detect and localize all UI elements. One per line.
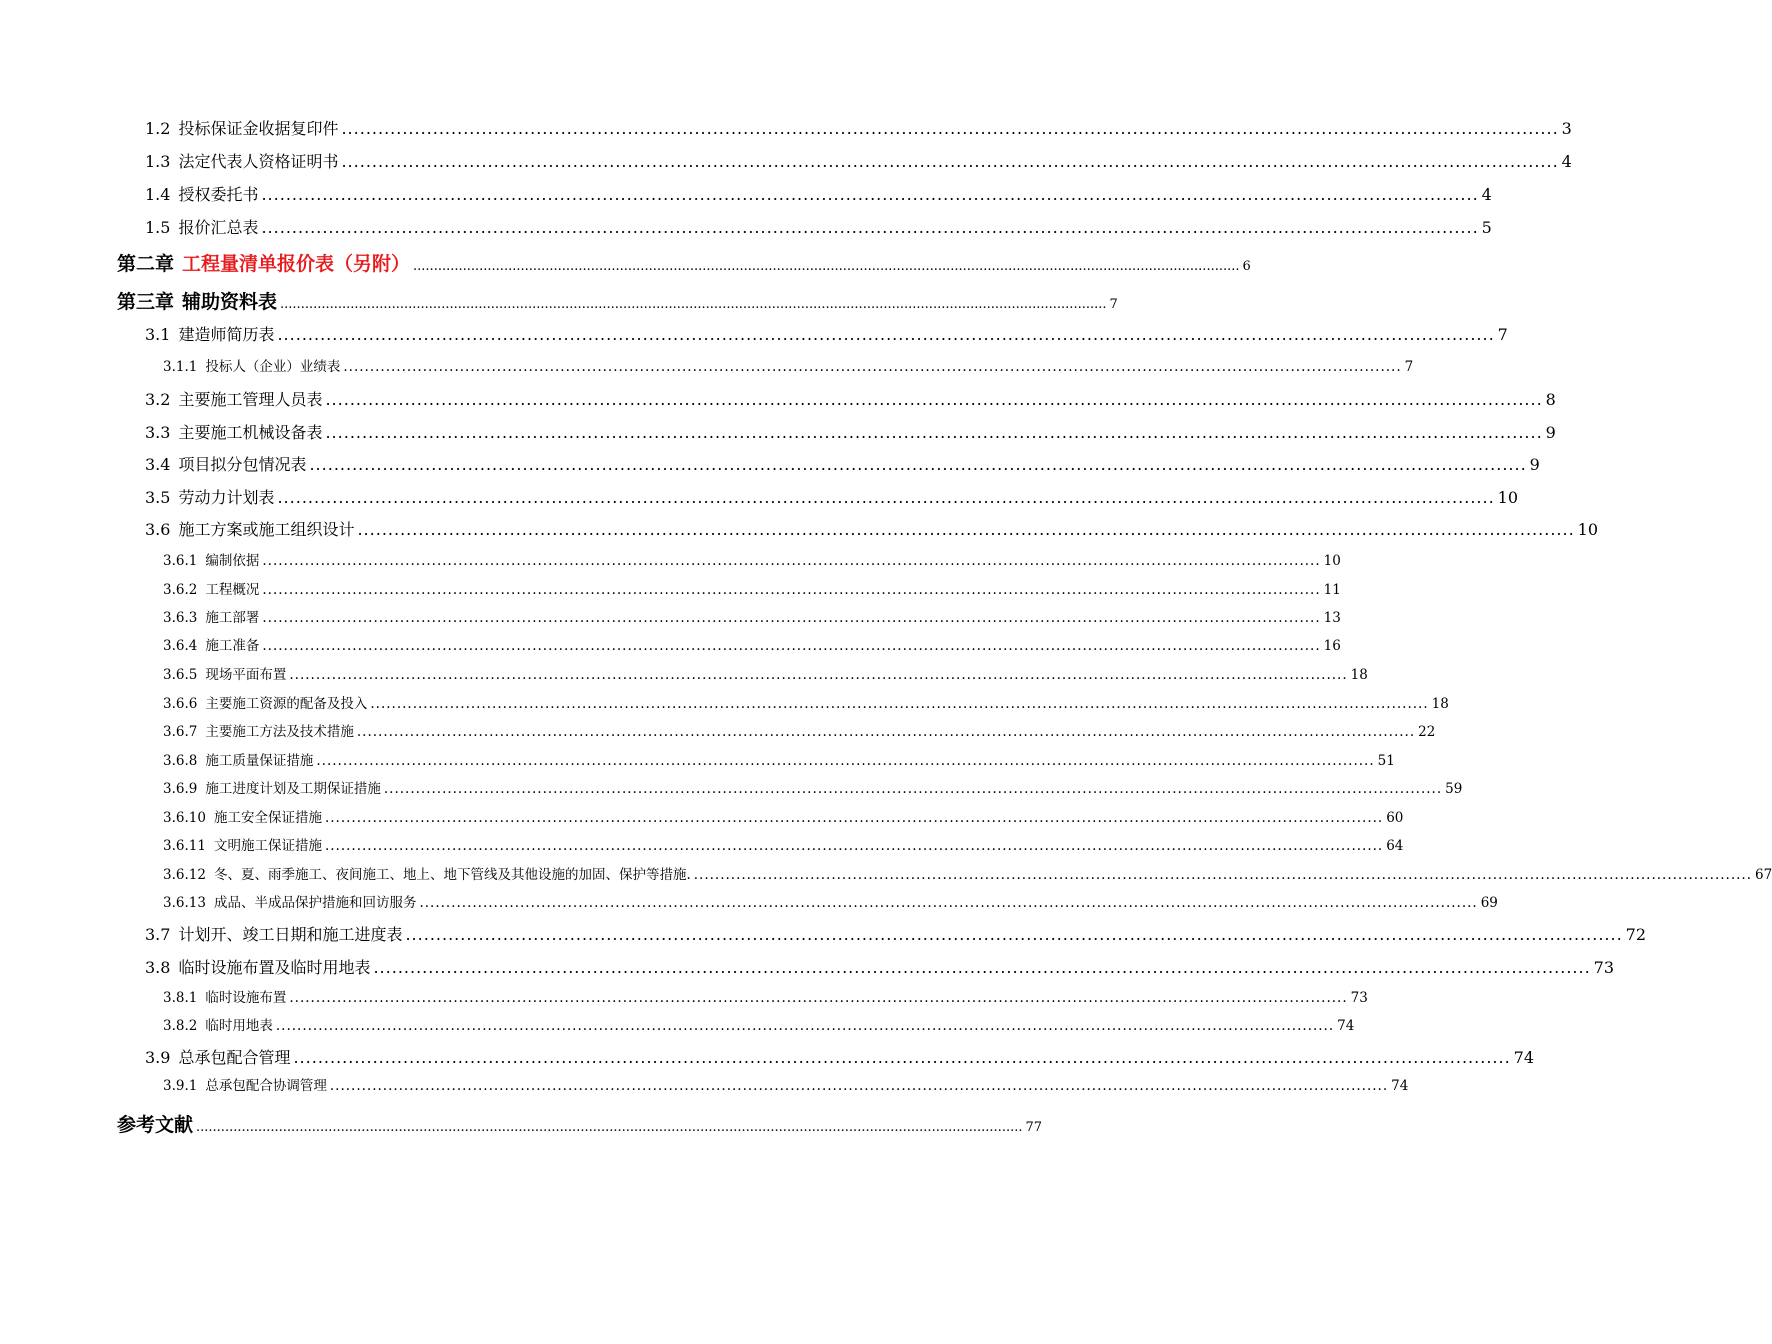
toc-entry-number: 3.6.9 bbox=[163, 781, 198, 797]
toc-entry-number: 1.2 bbox=[145, 119, 171, 138]
toc-entry-title: 主要施工方法及技术措施 bbox=[205, 724, 354, 740]
toc-entry-title: 施工安全保证措施 bbox=[213, 810, 322, 826]
toc-entry-title: 建造师简历表 bbox=[178, 325, 275, 344]
toc-dot-leader: ........................................................................................................................................................................................................ bbox=[693, 867, 1753, 883]
toc-entry[interactable] bbox=[145, 215, 1492, 238]
toc-dot-leader: ........................................................................................................................................................................................................ bbox=[289, 667, 1348, 683]
toc-page-number: 72 bbox=[1625, 925, 1647, 944]
toc-dot-leader: ........................................................................................................................................................................................................ bbox=[419, 895, 1478, 911]
toc-entry-number: 3.5 bbox=[145, 488, 171, 507]
toc-entry[interactable] bbox=[145, 485, 1519, 508]
toc-page-number: 69 bbox=[1480, 895, 1498, 911]
toc-entry-title: 施工准备 bbox=[205, 638, 260, 654]
toc-entry[interactable] bbox=[145, 955, 1615, 978]
toc-entry[interactable] bbox=[145, 387, 1556, 410]
toc-entry-title: 总承包配合协调管理 bbox=[205, 1078, 327, 1094]
toc-dot-leader: ........................................................................................................................................................................................................ bbox=[293, 1048, 1511, 1067]
toc-entry-title: 临时设施布置及临时用地表 bbox=[178, 958, 371, 977]
toc-entry-label bbox=[163, 578, 259, 598]
toc-entry-label bbox=[163, 986, 286, 1006]
toc-entry[interactable] bbox=[163, 863, 1772, 883]
toc-entry[interactable] bbox=[163, 692, 1449, 712]
toc-entry-label bbox=[163, 806, 322, 826]
toc-entry-number: 3.6.1 bbox=[163, 553, 198, 569]
toc-dot-leader: ........................................................................................................................................................................................................ bbox=[413, 259, 1240, 274]
toc-entry-label bbox=[117, 1110, 193, 1137]
toc-entry-title: 临时设施布置 bbox=[205, 990, 287, 1006]
toc-entry-title: 冬、夏、雨季施工、夜间施工、地上、地下管线及其他设施的加固、保护等措施. bbox=[213, 867, 691, 883]
toc-page-number: 8 bbox=[1545, 390, 1556, 409]
toc-page-number: 7 bbox=[1404, 359, 1414, 375]
toc-entry-label bbox=[145, 485, 274, 508]
toc-page-number: 67 bbox=[1755, 867, 1772, 883]
toc-entry-label bbox=[163, 863, 691, 883]
toc-entry-title: 投标人（企业）业绩表 bbox=[205, 359, 341, 375]
toc-entry-title: 主要施工机械设备表 bbox=[178, 423, 323, 442]
toc-entry-title: 法定代表人资格证明书 bbox=[178, 152, 339, 171]
toc-entry-label bbox=[145, 149, 338, 172]
toc-page-number: 6 bbox=[1242, 259, 1251, 274]
toc-page-number: 4 bbox=[1561, 152, 1572, 171]
toc-entry-label bbox=[163, 1014, 273, 1034]
toc-dot-leader: ........................................................................................................................................................................................................ bbox=[275, 1018, 1335, 1034]
toc-entry-label bbox=[145, 517, 354, 540]
toc-dot-leader: ........................................................................................................................................................................................................ bbox=[373, 958, 1591, 977]
toc-entry-label bbox=[163, 777, 381, 797]
toc-entry[interactable] bbox=[145, 922, 1647, 945]
toc-entry[interactable] bbox=[163, 986, 1368, 1006]
toc-entry-title: 参考文献 bbox=[117, 1114, 194, 1136]
toc-entry-number: 第二章 bbox=[117, 253, 175, 275]
toc-entry-label bbox=[163, 891, 416, 911]
toc-dot-leader: ........................................................................................................................................................................................................ bbox=[277, 488, 1495, 507]
toc-entry-number: 3.8.2 bbox=[163, 1018, 198, 1034]
toc-entry-label bbox=[163, 355, 340, 375]
toc-dot-leader: ........................................................................................................................................................................................................ bbox=[280, 297, 1107, 312]
toc-page-number: 16 bbox=[1323, 638, 1341, 654]
toc-entry-number: 3.6.5 bbox=[163, 667, 198, 683]
toc-entry-label bbox=[163, 720, 354, 740]
toc-entry-number: 1.5 bbox=[145, 218, 171, 237]
toc-entry[interactable] bbox=[145, 322, 1508, 345]
toc-dot-leader: ........................................................................................................................................................................................................ bbox=[262, 553, 1321, 569]
toc-entry[interactable] bbox=[163, 355, 1414, 375]
toc-entry-label bbox=[163, 549, 259, 569]
toc-entry-title: 施工进度计划及工期保证措施 bbox=[205, 781, 381, 797]
toc-entry-title: 施工方案或施工组织设计 bbox=[178, 520, 355, 539]
toc-entry-number: 3.1.1 bbox=[163, 359, 198, 375]
toc-dot-leader: ........................................................................................................................................................................................................ bbox=[325, 390, 1543, 409]
toc-dot-leader: ........................................................................................................................................................................................................ bbox=[261, 218, 1479, 237]
toc-entry-number: 3.2 bbox=[145, 390, 171, 409]
toc-entry-title: 文明施工保证措施 bbox=[213, 838, 322, 854]
toc-page-number: 13 bbox=[1323, 610, 1341, 626]
toc-entry-label bbox=[145, 955, 370, 978]
toc-entry-number: 1.3 bbox=[145, 152, 171, 171]
toc-entry-label bbox=[145, 387, 322, 410]
toc-dot-leader: ........................................................................................................................................................................................................ bbox=[405, 925, 1623, 944]
toc-entry[interactable] bbox=[145, 1045, 1535, 1068]
toc-entry-title: 辅助资料表 bbox=[182, 291, 278, 313]
toc-entry-number: 3.6.4 bbox=[163, 638, 198, 654]
toc-entry-number: 3.6.3 bbox=[163, 610, 198, 626]
toc-page-number: 10 bbox=[1497, 488, 1519, 507]
toc-entry[interactable] bbox=[163, 777, 1463, 797]
toc-page-number: 4 bbox=[1481, 185, 1492, 204]
toc-entry-title: 授权委托书 bbox=[178, 185, 259, 204]
toc-page-number: 11 bbox=[1323, 582, 1341, 598]
toc-dot-leader: ........................................................................................................................................................................................................ bbox=[324, 838, 1384, 854]
toc-entry[interactable] bbox=[163, 891, 1498, 911]
toc-entry-title: 成品、半成品保护措施和回访服务 bbox=[213, 895, 417, 911]
toc-dot-leader: ........................................................................................................................................................................................................ bbox=[357, 520, 1575, 539]
toc-page-number: 18 bbox=[1350, 667, 1368, 683]
toc-entry-label bbox=[145, 215, 258, 238]
toc-entry[interactable] bbox=[145, 182, 1492, 205]
toc-entry[interactable] bbox=[117, 249, 1251, 276]
toc-entry-number: 3.6.8 bbox=[163, 753, 198, 769]
toc-page-number: 74 bbox=[1337, 1018, 1355, 1034]
toc-dot-leader: ........................................................................................................................................................................................................ bbox=[309, 455, 1527, 474]
toc-page-number: 9 bbox=[1545, 423, 1556, 442]
toc-entry[interactable] bbox=[145, 116, 1572, 139]
toc-entry-label bbox=[145, 420, 322, 443]
toc-dot-leader: ........................................................................................................................................................................................................ bbox=[316, 753, 1375, 769]
toc-entry-title: 编制依据 bbox=[205, 553, 260, 569]
toc-entry[interactable] bbox=[145, 452, 1540, 475]
toc-entry[interactable] bbox=[163, 549, 1341, 569]
toc-page-number: 64 bbox=[1386, 838, 1404, 854]
toc-entry-label bbox=[163, 663, 286, 683]
toc-entry-number: 3.7 bbox=[145, 925, 171, 944]
toc-entry-number: 3.1 bbox=[145, 325, 171, 344]
toc-entry-number: 3.6.13 bbox=[163, 895, 206, 911]
toc-entry[interactable] bbox=[117, 287, 1118, 314]
toc-page-number: 59 bbox=[1445, 781, 1463, 797]
toc-page-number: 18 bbox=[1431, 696, 1449, 712]
toc-entry-title: 劳动力计划表 bbox=[178, 488, 275, 507]
toc-entry-title: 工程概况 bbox=[205, 582, 260, 598]
toc-entry[interactable] bbox=[163, 834, 1404, 854]
toc-dot-leader: ........................................................................................................................................................................................................ bbox=[289, 990, 1348, 1006]
toc-entry-title: 项目拟分包情况表 bbox=[178, 455, 307, 474]
toc-page-number: 10 bbox=[1577, 520, 1599, 539]
toc-dot-leader: ........................................................................................................................................................................................................ bbox=[356, 724, 1416, 740]
toc-dot-leader: ........................................................................................................................................................................................................ bbox=[262, 582, 1321, 598]
toc-entry[interactable] bbox=[163, 1014, 1355, 1034]
toc-entry-label bbox=[163, 834, 322, 854]
toc-entry[interactable] bbox=[145, 420, 1556, 443]
toc-entry-number: 3.6.7 bbox=[163, 724, 198, 740]
toc-entry-title: 施工质量保证措施 bbox=[205, 753, 314, 769]
toc-entry[interactable] bbox=[117, 1110, 1043, 1137]
toc-entry-label bbox=[145, 1045, 290, 1068]
toc-entry-number: 3.6.6 bbox=[163, 696, 198, 712]
toc-entry-number: 3.3 bbox=[145, 423, 171, 442]
toc-page-number: 73 bbox=[1350, 990, 1368, 1006]
toc-entry-number: 3.6.12 bbox=[163, 867, 206, 883]
toc-dot-leader: ........................................................................................................................................................................................................ bbox=[261, 185, 1479, 204]
toc-dot-leader: ........................................................................................................................................................................................................ bbox=[325, 423, 1543, 442]
toc-entry-title: 现场平面布置 bbox=[205, 667, 287, 683]
toc-dot-leader: ........................................................................................................................................................................................................ bbox=[277, 325, 1495, 344]
toc-entry-label bbox=[145, 922, 402, 945]
toc-page-number: 22 bbox=[1418, 724, 1436, 740]
toc-entry-number: 3.9 bbox=[145, 1048, 171, 1067]
toc-entry[interactable] bbox=[163, 1074, 1409, 1094]
toc-dot-leader: ........................................................................................................................................................................................................ bbox=[383, 781, 1443, 797]
toc-entry-title: 临时用地表 bbox=[205, 1018, 273, 1034]
toc-entry[interactable] bbox=[163, 720, 1436, 740]
toc-entry-title: 总承包配合管理 bbox=[178, 1048, 291, 1067]
toc-entry-label bbox=[163, 692, 367, 712]
toc-dot-leader: ........................................................................................................................................................................................................ bbox=[324, 810, 1384, 826]
toc-entry-number: 3.6 bbox=[145, 520, 171, 539]
toc-dot-leader: ........................................................................................................................................................................................................ bbox=[196, 1120, 1023, 1135]
toc-page-number: 3 bbox=[1561, 119, 1572, 138]
toc-dot-leader: ........................................................................................................................................................................................................ bbox=[329, 1078, 1389, 1094]
toc-entry-label bbox=[145, 116, 338, 139]
toc-dot-leader: ........................................................................................................................................................................................................ bbox=[262, 610, 1321, 626]
toc-entry[interactable] bbox=[145, 149, 1572, 172]
toc-page-number: 5 bbox=[1481, 218, 1492, 237]
toc-entry-number: 3.9.1 bbox=[163, 1078, 198, 1094]
toc-entry-title: 计划开、竣工日期和施工进度表 bbox=[178, 925, 403, 944]
toc-page-number: 60 bbox=[1386, 810, 1404, 826]
toc-entry-title: 工程量清单报价表（另附） bbox=[182, 253, 411, 275]
toc-entry-label bbox=[163, 749, 313, 769]
toc-dot-leader: ........................................................................................................................................................................................................ bbox=[370, 696, 1429, 712]
toc-entry[interactable] bbox=[145, 517, 1599, 540]
toc-entry-title: 报价汇总表 bbox=[178, 218, 259, 237]
toc-entry-number: 第三章 bbox=[117, 291, 175, 313]
toc-page-number: 73 bbox=[1593, 958, 1615, 977]
toc-entry-label bbox=[163, 606, 259, 626]
toc-entry-number: 3.6.11 bbox=[163, 838, 206, 854]
toc-entry-title: 主要施工资源的配备及投入 bbox=[205, 696, 368, 712]
toc-entry-number: 3.6.10 bbox=[163, 810, 206, 826]
toc-page-number: 7 bbox=[1109, 297, 1118, 312]
toc-entry-title: 施工部署 bbox=[205, 610, 260, 626]
toc-entry-title: 主要施工管理人员表 bbox=[178, 390, 323, 409]
toc-entry[interactable] bbox=[163, 663, 1368, 683]
toc-page-number: 51 bbox=[1377, 753, 1395, 769]
toc-entry-title: 投标保证金收据复印件 bbox=[178, 119, 339, 138]
toc-entry[interactable] bbox=[163, 749, 1395, 769]
toc-entry-number: 3.8.1 bbox=[163, 990, 198, 1006]
toc-entry-number: 3.4 bbox=[145, 455, 171, 474]
toc-page-number: 10 bbox=[1323, 553, 1341, 569]
toc-entry-label bbox=[117, 287, 277, 314]
toc-entry[interactable] bbox=[163, 634, 1341, 654]
toc-entry[interactable] bbox=[163, 606, 1341, 626]
toc-entry-label bbox=[163, 1074, 327, 1094]
toc-entry[interactable] bbox=[163, 578, 1341, 598]
toc-dot-leader: ........................................................................................................................................................................................................ bbox=[262, 638, 1321, 654]
toc-page-number: 9 bbox=[1529, 455, 1540, 474]
toc-entry-number: 1.4 bbox=[145, 185, 171, 204]
toc-entry-label bbox=[117, 249, 410, 276]
toc-dot-leader: ........................................................................................................................................................................................................ bbox=[341, 152, 1559, 171]
toc-page-number: 7 bbox=[1497, 325, 1508, 344]
toc-entry-number: 3.8 bbox=[145, 958, 171, 977]
toc-page-number: 77 bbox=[1025, 1120, 1043, 1135]
toc-entry-label bbox=[145, 322, 274, 345]
toc-entry-label bbox=[145, 452, 306, 475]
toc-dot-leader: ........................................................................................................................................................................................................ bbox=[341, 119, 1559, 138]
toc-entry[interactable] bbox=[163, 806, 1404, 826]
toc-entry-number: 3.6.2 bbox=[163, 582, 198, 598]
toc-page-number: 74 bbox=[1513, 1048, 1535, 1067]
toc-dot-leader: ........................................................................................................................................................................................................ bbox=[343, 359, 1402, 375]
toc-entry-label bbox=[145, 182, 258, 205]
toc-page-number: 74 bbox=[1391, 1078, 1409, 1094]
toc-entry-label bbox=[163, 634, 259, 654]
